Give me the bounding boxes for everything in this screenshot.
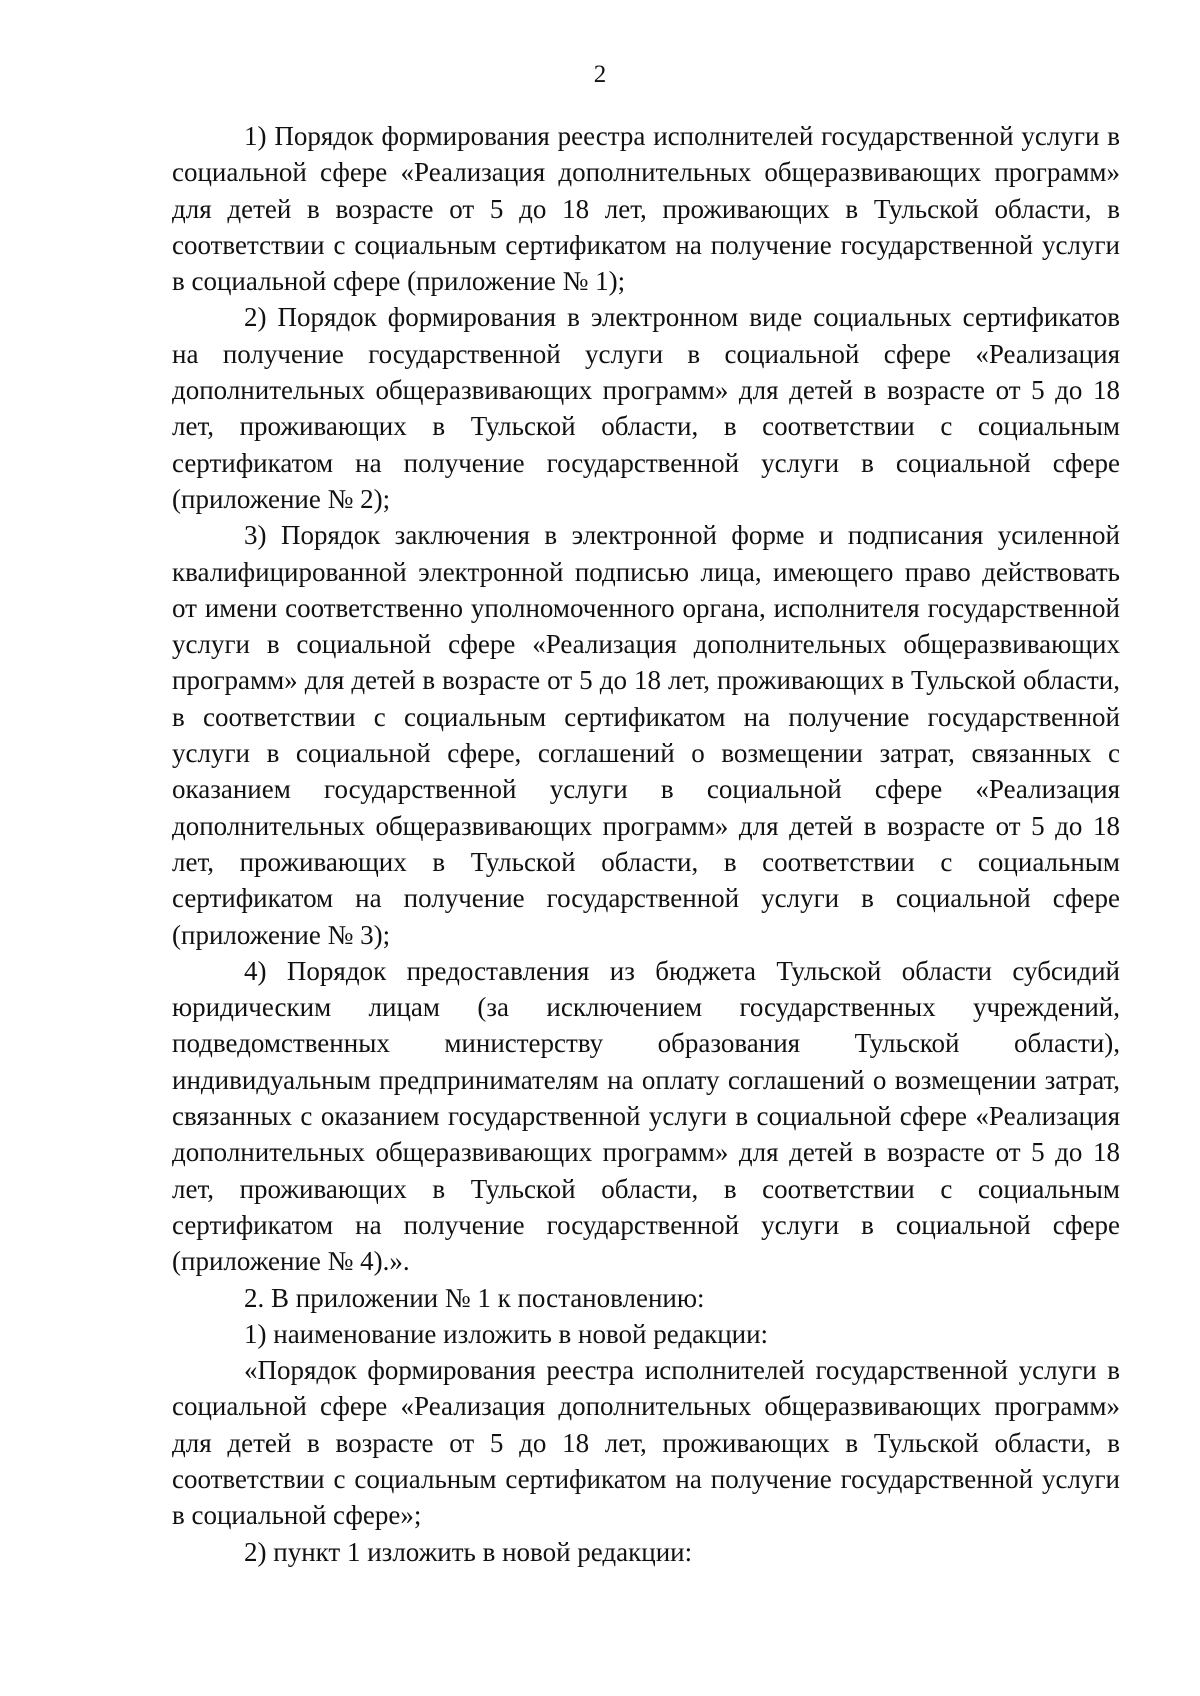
paragraph-appendix-1-heading: 2. В приложении № 1 к постановлению: [244,1282,705,1313]
paragraph-new-title: «Порядок формирования реестра исполнителей государственной услуги в социальной сфере «Реализация дополнительных общеразвивающих программ» для детей в возрасте от 5 до 18 лет, проживающих в Тульской области, в соответствии с социальным сертификатом на получение государственной услуги в социальной сфере»; [172,1355,1120,1531]
document-body [172,118,1120,1570]
paragraph-item-4: 4) Порядок предоставления из бюджета Тульской области субсидий юридическим лицам (за исключением государственных учреждений, подведомственных министерству образования Тульской области), индивидуальным предпринимателям на оплату соглашений о возмещении затрат, связанных с оказанием государственной услуги в социальной сфере «Реализация дополнительных общеразвивающих программ» для детей в возрасте от 5 до 18 лет, проживающих в Тульской области, в соответствии с социальным сертификатом на получение государственной услуги в социальной сфере (приложение № 4).». [172,955,1120,1277]
paragraph-item-2: 2) Порядок формирования в электронном виде социальных сертификатов на получение государственной услуги в социальной сфере «Реализация дополнительных общеразвивающих программ» для детей в возрасте от 5 до 18 лет, проживающих в Тульской области, в соответствии с социальным сертификатом на получение государственной услуги в социальной сфере (приложение № 2); [172,302,1120,514]
paragraph-item-1: 1) Порядок формирования реестра исполнителей государственной услуги в социальной сфере «Реализация дополнительных общеразвивающих программ» для детей в возрасте от 5 до 18 лет, проживающих в Тульской области, в соответствии с социальным сертификатом на получение государственной услуги в социальной сфере (приложение № 1); [172,121,1120,297]
paragraph-subitem-1: 1) наименование изложить в новой редакции: [244,1318,769,1349]
page-number: 2 [593,61,607,88]
paragraph-item-3: 3) Порядок заключения в электронной форме и подписания усиленной квалифицированной электронной подписью лица, имеющего право действовать от имени соответственно уполномоченного органа, исполнителя государственной услуги в социальной сфере «Реализация дополнительных общеразвивающих программ» для детей в возрасте от 5 до 18 лет, проживающих в Тульской области, в соответствии с социальным сертификатом на получение государственной услуги в социальной сфере, соглашений о возмещении затрат, связанных с оказанием государственной услуги в социальной сфере «Реализация дополнительных общеразвивающих программ» для детей в возрасте от 5 до 18 лет, проживающих в Тульской области, в соответствии с социальным сертификатом на получение государственной услуги в социальной сфере (приложение № 3); [172,520,1120,950]
paragraph-subitem-2: 2) пункт 1 изложить в новой редакции: [244,1536,693,1567]
